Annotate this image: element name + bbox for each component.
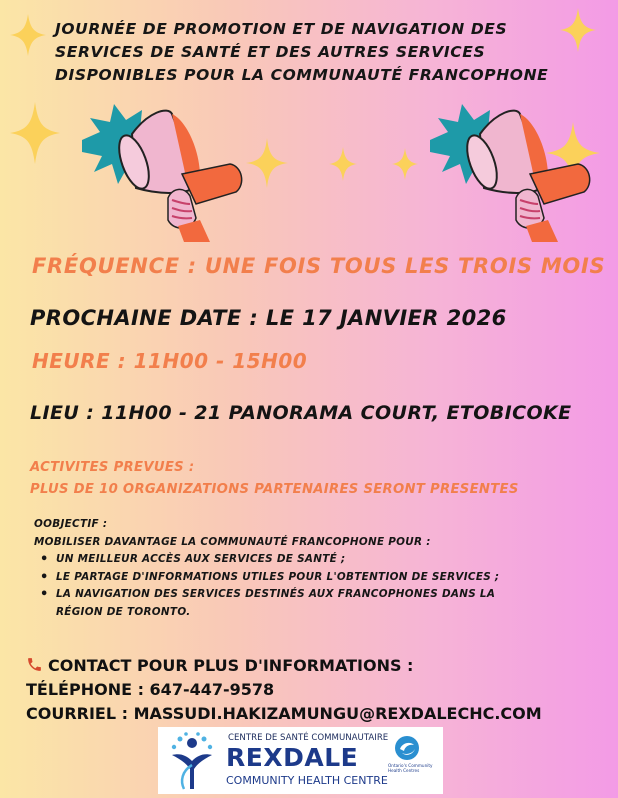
phone-number: TÉLÉPHONE : 647-447-9578: [26, 680, 275, 699]
time-text: HEURE : 11H00 - 15H00: [32, 349, 308, 373]
partner-logo-icon: [394, 735, 420, 761]
logo-subtitle: COMMUNITY HEALTH CENTRE: [226, 774, 388, 787]
megaphone-icon: [60, 92, 250, 242]
list-item: [56, 586, 499, 621]
sparkle-icon: [10, 102, 60, 164]
objective-section: [34, 516, 499, 621]
partner-line: Ontario's Community: [388, 763, 433, 768]
partner-line: Health Centres: [388, 768, 420, 773]
megaphone-icon: [408, 92, 598, 242]
frequency-text: FRÉQUENCE : UNE FOIS TOUS LES TROIS MOIS: [32, 254, 606, 278]
rexdale-figure-icon: [166, 731, 218, 791]
title-line: DISPONIBLES POUR LA COMMUNAUTÉ FRANCOPHONE: [55, 66, 549, 84]
title-line: JOURNÉE DE PROMOTION ET DE NAVIGATION DES: [55, 20, 508, 38]
email-address: COURRIEL : MASSUDI.HAKIZAMUNGU@REXDALECHC.COM: [26, 704, 542, 723]
sparkle-icon: [329, 147, 357, 181]
phone-icon: [26, 656, 43, 673]
sparkle-icon: [246, 138, 288, 188]
objective-heading: OOBJECTIF :: [34, 518, 108, 530]
contact-heading-row: [26, 654, 542, 678]
sparkle-icon: [10, 14, 46, 56]
logo-top-text: CENTRE DE SANTÉ COMMUNAUTAIRE: [228, 733, 389, 743]
list-item-line: RÉGION DE TORONTO.: [56, 605, 191, 618]
list-item: • UN MEILLEUR ACCÈS AUX SERVICES DE SANTÉ ;: [56, 551, 499, 569]
page-title: [55, 18, 595, 87]
partner-logo-text: [388, 763, 433, 773]
logo-name: REXDALE: [226, 743, 359, 772]
rexdale-logo: [158, 727, 443, 794]
objective-intro: MOBILISER DAVANTAGE LA COMMUNAUTÉ FRANCOPHONE POUR :: [34, 535, 431, 548]
activities-heading: ACTIVITES PREVUES :: [30, 460, 195, 475]
next-date-text: PROCHAINE DATE : LE 17 JANVIER 2026: [30, 306, 507, 330]
location-text: LIEU : 11H00 - 21 PANORAMA COURT, ETOBICOKE: [30, 402, 572, 424]
list-item-line: • LA NAVIGATION DES SERVICES DESTINÉS AUX FRANCOPHONES DANS LA: [56, 588, 496, 600]
objective-list: [34, 551, 499, 621]
activities-text: PLUS DE 10 ORGANIZATIONS PARTENAIRES SERONT PRESENTES: [30, 482, 519, 497]
contact-heading: CONTACT POUR PLUS D'INFORMATIONS :: [48, 656, 414, 675]
list-item: • LE PARTAGE D'INFORMATIONS UTILES POUR L'OBTENTION DE SERVICES ;: [56, 569, 499, 587]
activities-section: [30, 457, 519, 501]
title-line: SERVICES DE SANTÉ ET DES AUTRES SERVICES: [55, 43, 486, 61]
contact-section: [26, 654, 542, 726]
